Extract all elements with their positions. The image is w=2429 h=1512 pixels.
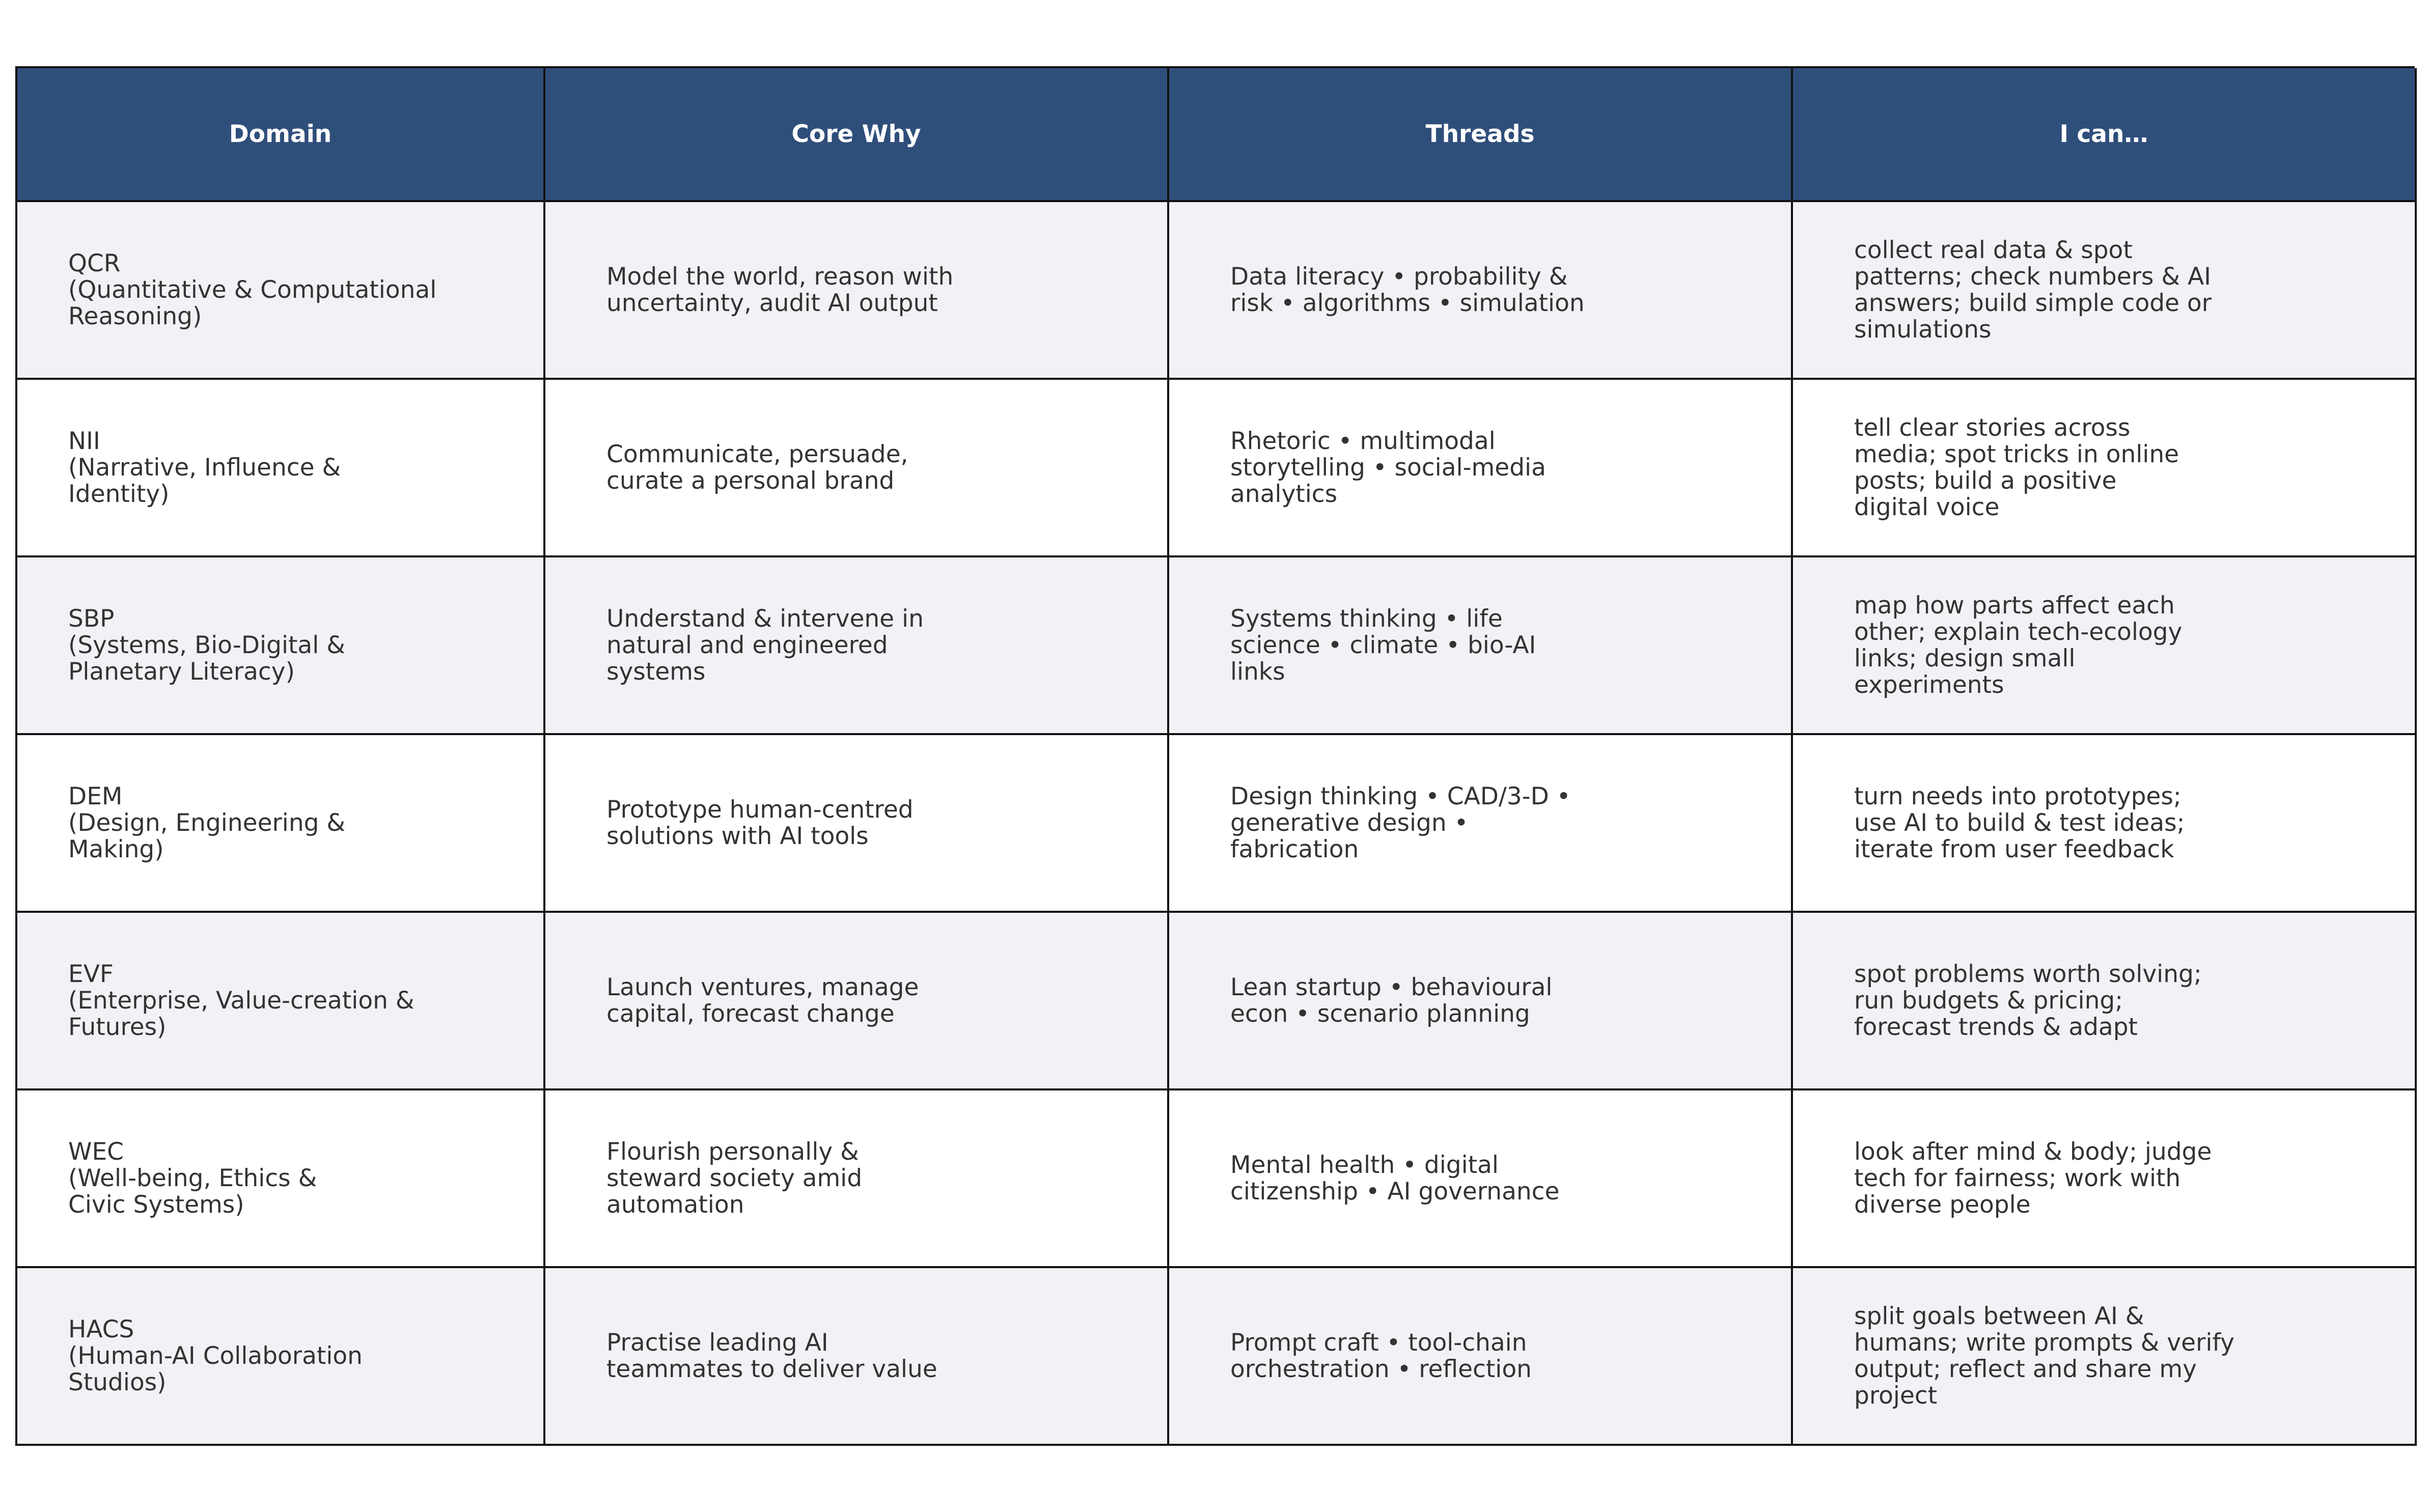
core-why-text: Prototype human-centred solutions with AI tools [606, 795, 914, 850]
table-cell-threads [1169, 735, 1793, 913]
table-cell-domain [17, 735, 545, 913]
table-cell-core-why [545, 557, 1169, 735]
table-cell-core-why [545, 202, 1169, 380]
header-i-can: I can… [1793, 68, 2417, 202]
core-why-text: Launch ventures, manage capital, forecast change [606, 973, 919, 1028]
header-core-why: Core Why [545, 68, 1169, 202]
domain-text: SBP (Systems, Bio-Digital & Planetary Literacy) [68, 604, 345, 686]
table-cell-threads [1169, 1090, 1793, 1268]
i-can-text: split goals between AI & humans; write prompts & verify output; reflect and share my project [1854, 1302, 2234, 1410]
i-can-text: tell clear stories across media; spot tricks in online posts; build a positive digital voice [1854, 413, 2179, 521]
i-can-text: map how parts affect each other; explain tech-ecology links; design small experiments [1854, 591, 2183, 699]
table-cell-core-why [545, 913, 1169, 1090]
table-cell-i-can [1793, 913, 2417, 1090]
domain-text: HACS (Human-AI Collaboration Studios) [68, 1315, 363, 1396]
table-cell-i-can [1793, 202, 2417, 380]
table-cell-core-why [545, 380, 1169, 557]
core-why-text: Practise leading AI teammates to deliver value [606, 1328, 937, 1383]
core-why-text: Flourish personally & steward society amid automation [606, 1137, 863, 1219]
i-can-text: spot problems worth solving; run budgets & pricing; forecast trends & adapt [1854, 960, 2202, 1041]
table-cell-domain [17, 557, 545, 735]
i-can-text: collect real data & spot patterns; check numbers & AI answers; build simple code or simulations [1854, 236, 2212, 344]
table-cell-i-can [1793, 1090, 2417, 1268]
table-cell-core-why [545, 1268, 1169, 1446]
table-cell-i-can [1793, 557, 2417, 735]
i-can-text: look after mind & body; judge tech for fairness; work with diverse people [1854, 1137, 2212, 1219]
threads-text: Rhetoric • multimodal storytelling • social-media analytics [1230, 427, 1546, 508]
table-cell-threads [1169, 202, 1793, 380]
table-cell-i-can [1793, 1268, 2417, 1446]
threads-text: Lean startup • behavioural econ • scenario planning [1230, 973, 1553, 1028]
table-cell-threads [1169, 1268, 1793, 1446]
threads-text: Mental health • digital citizenship • AI governance [1230, 1151, 1560, 1206]
domain-text: NII (Narrative, Influence & Identity) [68, 427, 341, 508]
core-why-text: Model the world, reason with uncertainty, audit AI output [606, 262, 954, 317]
domain-text: EVF (Enterprise, Value-creation & Futures) [68, 960, 415, 1041]
i-can-text: turn needs into prototypes; use AI to build & test ideas; iterate from user feedback [1854, 782, 2185, 863]
threads-text: Systems thinking • life science • climate • bio-AI links [1230, 604, 1536, 686]
domain-text: QCR (Quantitative & Computational Reasoning) [68, 249, 437, 330]
table-cell-domain [17, 913, 545, 1090]
table-cell-i-can [1793, 380, 2417, 557]
threads-text: Prompt craft • tool-chain orchestration • reflection [1230, 1328, 1532, 1383]
domain-text: WEC (Well-being, Ethics & Civic Systems) [68, 1137, 317, 1219]
table-cell-domain [17, 1268, 545, 1446]
core-why-text: Communicate, persuade, curate a personal brand [606, 440, 908, 495]
table-cell-core-why [545, 1090, 1169, 1268]
table-cell-threads [1169, 557, 1793, 735]
table-cell-domain [17, 1090, 545, 1268]
table-cell-domain [17, 380, 545, 557]
threads-text: Design thinking • CAD/3-D • generative design • fabrication [1230, 782, 1571, 863]
threads-text: Data literacy • probability & risk • algorithms • simulation [1230, 262, 1585, 317]
table-cell-core-why [545, 735, 1169, 913]
header-threads: Threads [1169, 68, 1793, 202]
table-cell-threads [1169, 913, 1793, 1090]
core-why-text: Understand & intervene in natural and engineered systems [606, 604, 924, 686]
table-cell-i-can [1793, 735, 2417, 913]
domain-text: DEM (Design, Engineering & Making) [68, 782, 346, 863]
table-cell-threads [1169, 380, 1793, 557]
table-cell-domain [17, 202, 545, 380]
header-domain: Domain [17, 68, 545, 202]
curriculum-table [15, 66, 2415, 1446]
